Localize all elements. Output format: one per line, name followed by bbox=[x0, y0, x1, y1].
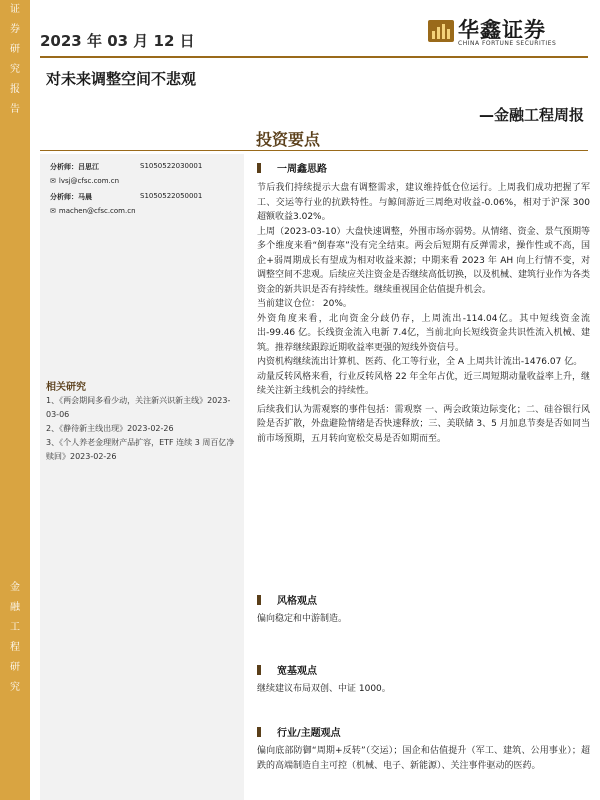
side-label-bottom bbox=[0, 578, 30, 698]
section-heading bbox=[257, 592, 317, 607]
side-char: 券 bbox=[10, 24, 20, 35]
company-logo bbox=[428, 14, 598, 50]
side-char: 融 bbox=[10, 602, 20, 613]
analyst-2 bbox=[50, 192, 203, 202]
side-char: 报 bbox=[10, 84, 20, 95]
section-heading bbox=[257, 662, 317, 677]
related-research-title: 相关研究 bbox=[46, 382, 86, 393]
heading-text: 风格观点 bbox=[277, 596, 317, 607]
analyst-1 bbox=[50, 162, 203, 172]
section-divider bbox=[40, 150, 588, 151]
side-char: 金 bbox=[10, 582, 20, 593]
related-item[interactable]: 1、《两会期间多看少动，关注新兴识新主线》2023-03-06 bbox=[46, 396, 231, 419]
side-band bbox=[0, 0, 30, 800]
paragraph: 外资角度来看，北向资金分歧仍存，上周流出-114.04亿。其中短线资金流出-99.46 亿。长线资金流入电新 7.4亿，当前北向长短线资金共识性流入机械、建筑。推荐继续跟踪近期收益率更强的短线外资信号。 bbox=[257, 313, 590, 353]
side-char: 证 bbox=[10, 4, 20, 15]
side-char: 究 bbox=[10, 682, 20, 693]
analyst-name: 分析师：吕思江 bbox=[50, 163, 99, 171]
logo-name-cn: 华鑫证券 bbox=[458, 18, 546, 42]
side-char: 研 bbox=[10, 662, 20, 673]
heading-text: 一周鑫思路 bbox=[277, 164, 327, 175]
heading-bar bbox=[257, 665, 261, 675]
section-body bbox=[257, 612, 590, 627]
paragraph: 内资机构继续流出计算机、医药、化工等行业，全 A 上周共计流出-1476.07 亿。 bbox=[257, 357, 583, 367]
related-item[interactable]: 3、《个人养老金理财产品扩容，ETF 连续 3 周百亿净赎回》2023-02-26 bbox=[46, 438, 235, 461]
header-divider bbox=[40, 56, 588, 58]
side-char: 工 bbox=[10, 622, 20, 633]
heading-text: 宽基观点 bbox=[277, 666, 317, 677]
paragraph: 当前建议仓位： 20%。 bbox=[257, 299, 352, 309]
section-body bbox=[257, 682, 590, 697]
related-research-list bbox=[46, 394, 240, 464]
section-body bbox=[257, 181, 590, 446]
paragraph: 动量反转风格来看，行业反转风格 22 年全年占优，近三周短期动量收益率上升，继续关注新主线机会的持续性。 bbox=[257, 371, 590, 396]
paragraph: 偏向稳定和中游制造。 bbox=[257, 614, 348, 624]
heading-bar bbox=[257, 163, 261, 173]
heading-text: 行业/主题观点 bbox=[277, 728, 341, 739]
analyst-name: 分析师：马晨 bbox=[50, 193, 92, 201]
side-char: 告 bbox=[10, 104, 20, 115]
analyst-email[interactable]: ✉ machen@cfsc.com.cn bbox=[50, 207, 136, 215]
analyst-cert: S1050522050001 bbox=[140, 192, 203, 200]
paragraph: 偏向底部防御“周期+反转”（交运）；国企和估值提升（军工、建筑、公用事业）；超跌的高端制造自主可控（机械、电子、新能源）、关注事件驱动的医药。 bbox=[257, 746, 590, 771]
report-date: 2023 年 03 月 12 日 bbox=[40, 32, 195, 50]
side-label-top bbox=[0, 0, 30, 120]
report-subtitle: —金融工程周报 bbox=[478, 106, 584, 124]
side-char: 程 bbox=[10, 642, 20, 653]
left-sidebar bbox=[40, 154, 244, 800]
side-char: 究 bbox=[10, 64, 20, 75]
section-heading bbox=[257, 724, 341, 739]
analyst-cert: S1050522030001 bbox=[140, 162, 203, 170]
section-heading bbox=[257, 160, 327, 175]
logo-name-en: CHINA FORTUNE SECURITIES bbox=[458, 40, 557, 47]
analyst-email[interactable]: ✉ lvsj@cfsc.com.cn bbox=[50, 177, 119, 185]
paragraph: 后续我们认为需观察的事件包括：需观察 一、两会政策边际变化；二、硅谷银行风险是否扩散，外盘避险情绪是否快速释放；三、美联储 3、5 月加息节奏是否如同当前市场预期，五月转向宽松交易是否如期而至。 bbox=[257, 404, 590, 444]
paragraph: 节后我们持续提示大盘有调整需求，建议维持低仓位运行。上周我们成功把握了军工、交运等行业的抗跌特性。与鲸间游近三周绝对收益-0.06%，相对于沪深 300 超额收益3.02%。 bbox=[257, 183, 590, 222]
heading-bar bbox=[257, 727, 261, 737]
side-char: 研 bbox=[10, 44, 20, 55]
logo-icon bbox=[428, 20, 454, 42]
paragraph: 继续建议布局双创、中证 1000。 bbox=[257, 684, 391, 694]
section-body bbox=[257, 744, 590, 773]
report-title: 对未来调整空间不悲观 bbox=[46, 70, 197, 88]
section-title: 投资要点 bbox=[256, 130, 321, 149]
paragraph: 上周（2023-03-10）大盘快速调整，外围市场亦弱势。从情绪、资金、景气预期等多个维度来看“倒春寒”没有完全结束。两会后短期有反弹需求，操作性或不高，国企+弱周期成长有望成为相对收益来源；中期来看 2023 年 AH 向上行情不变，对调整空间不悲观。后续应关注资金是否继续高低切换，以及机械、建筑行业作为各类资金的新共识是否有持续性。继续重视国企估值提升机会。 bbox=[257, 226, 591, 295]
heading-bar bbox=[257, 595, 261, 605]
related-item[interactable]: 2、《静待新主线出现》2023-02-26 bbox=[46, 424, 174, 433]
